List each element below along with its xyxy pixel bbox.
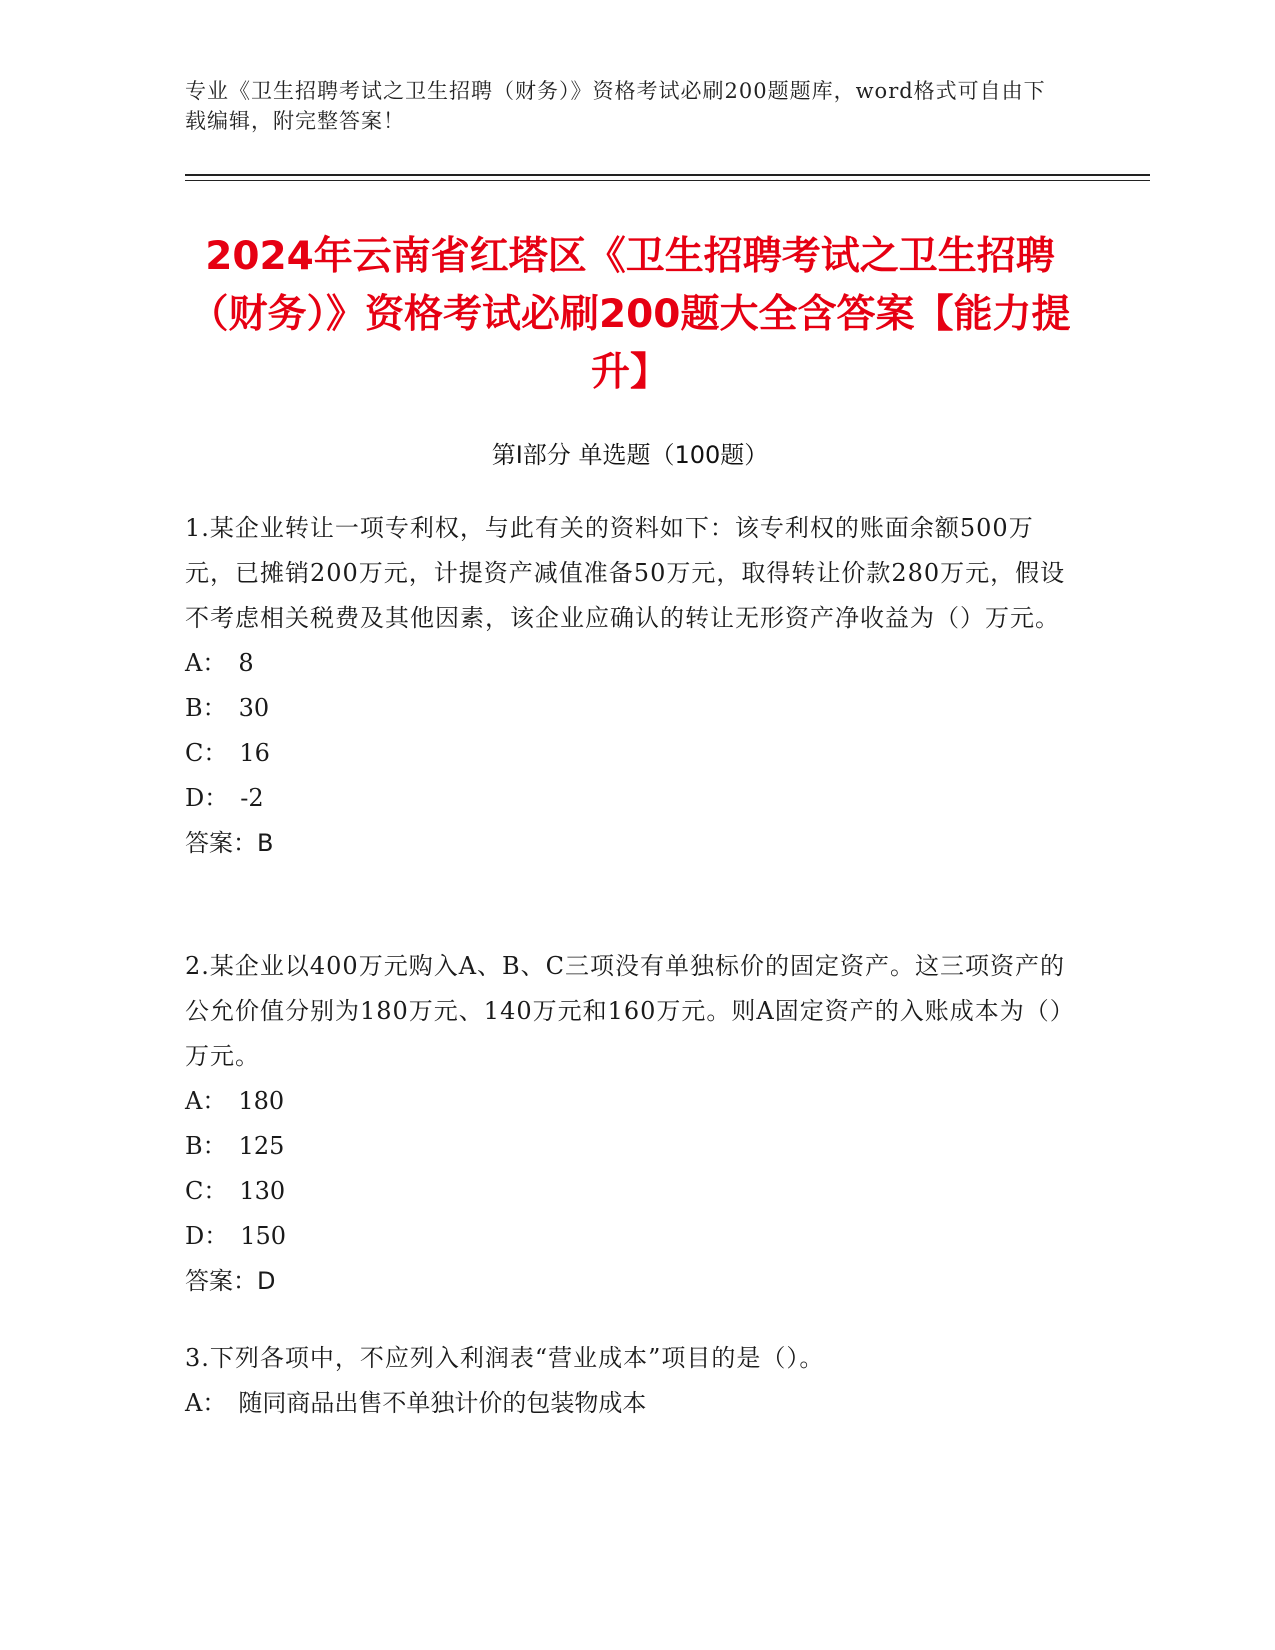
option-value: 16 <box>239 739 270 767</box>
header-note: 专业《卫生招聘考试之卫生招聘（财务）》资格考试必刷200题题库，word格式可自由下载编辑，附完整答案！ <box>185 79 1046 133</box>
option-letter: B <box>185 694 203 722</box>
document-title: 2024年云南省红塔区《卫生招聘考试之卫生招聘（财务）》资格考试必刷200题大全含答案【能力提升】 <box>189 234 1071 395</box>
option-letter: A <box>185 1389 203 1417</box>
option-value: 180 <box>238 1087 285 1115</box>
option-c <box>185 731 1075 776</box>
option-separator: ： <box>204 1222 229 1250</box>
option-letter: A <box>185 1087 203 1115</box>
header-divider-thin <box>185 180 1150 181</box>
header-divider-thick <box>185 174 1150 176</box>
option-separator: ： <box>202 1087 227 1115</box>
option-d <box>185 1214 1075 1259</box>
question-text: 3.下列各项中，不应列入利润表“营业成本”项目的是（）。 <box>185 1344 825 1372</box>
option-value: 随同商品出售不单独计价的包装物成本 <box>238 1389 647 1417</box>
option-value: 8 <box>238 649 254 677</box>
option-letter: D <box>185 784 205 812</box>
option-separator: ： <box>204 784 229 812</box>
option-c <box>185 1169 1075 1214</box>
option-d <box>185 776 1075 821</box>
section-heading: 第Ⅰ部分 单选题（100题） <box>491 441 769 469</box>
option-letter: D <box>185 1222 205 1250</box>
option-b <box>185 686 1075 731</box>
option-separator: ： <box>202 649 227 677</box>
option-b <box>185 1124 1075 1169</box>
option-separator: ： <box>203 739 228 767</box>
option-separator: ： <box>203 1177 228 1205</box>
answer-line: 答案：B <box>185 829 274 857</box>
option-value: 130 <box>239 1177 286 1205</box>
option-a <box>185 1381 1075 1426</box>
question-text: 1.某企业转让一项专利权，与此有关的资料如下：该专利权的账面余额500万元，已摊销200万元，计提资产减值准备50万元，取得转让价款280万元，假设不考虑相关税费及其他因素，该企业应确认的转让无形资产净收益为（）万元。 <box>185 514 1066 632</box>
answer-line: 答案：D <box>185 1267 276 1295</box>
option-letter: C <box>185 739 204 767</box>
question-1 <box>185 506 1075 866</box>
option-a <box>185 641 1075 686</box>
option-value: 150 <box>240 1222 287 1250</box>
option-value: 125 <box>238 1132 285 1160</box>
option-separator: ： <box>202 694 227 722</box>
option-a <box>185 1079 1075 1124</box>
option-letter: C <box>185 1177 204 1205</box>
option-separator: ： <box>202 1132 227 1160</box>
question-text: 2.某企业以400万元购入A、B、C三项没有单独标价的固定资产。这三项资产的公允价值分别为180万元、140万元和160万元。则A固定资产的入账成本为（）万元。 <box>185 952 1075 1070</box>
option-value: -2 <box>240 784 264 812</box>
question-2 <box>185 944 1075 1304</box>
option-value: 30 <box>238 694 270 722</box>
option-letter: B <box>185 1132 203 1160</box>
option-letter: A <box>185 649 203 677</box>
option-separator: ： <box>202 1389 227 1417</box>
question-3 <box>185 1336 1075 1426</box>
